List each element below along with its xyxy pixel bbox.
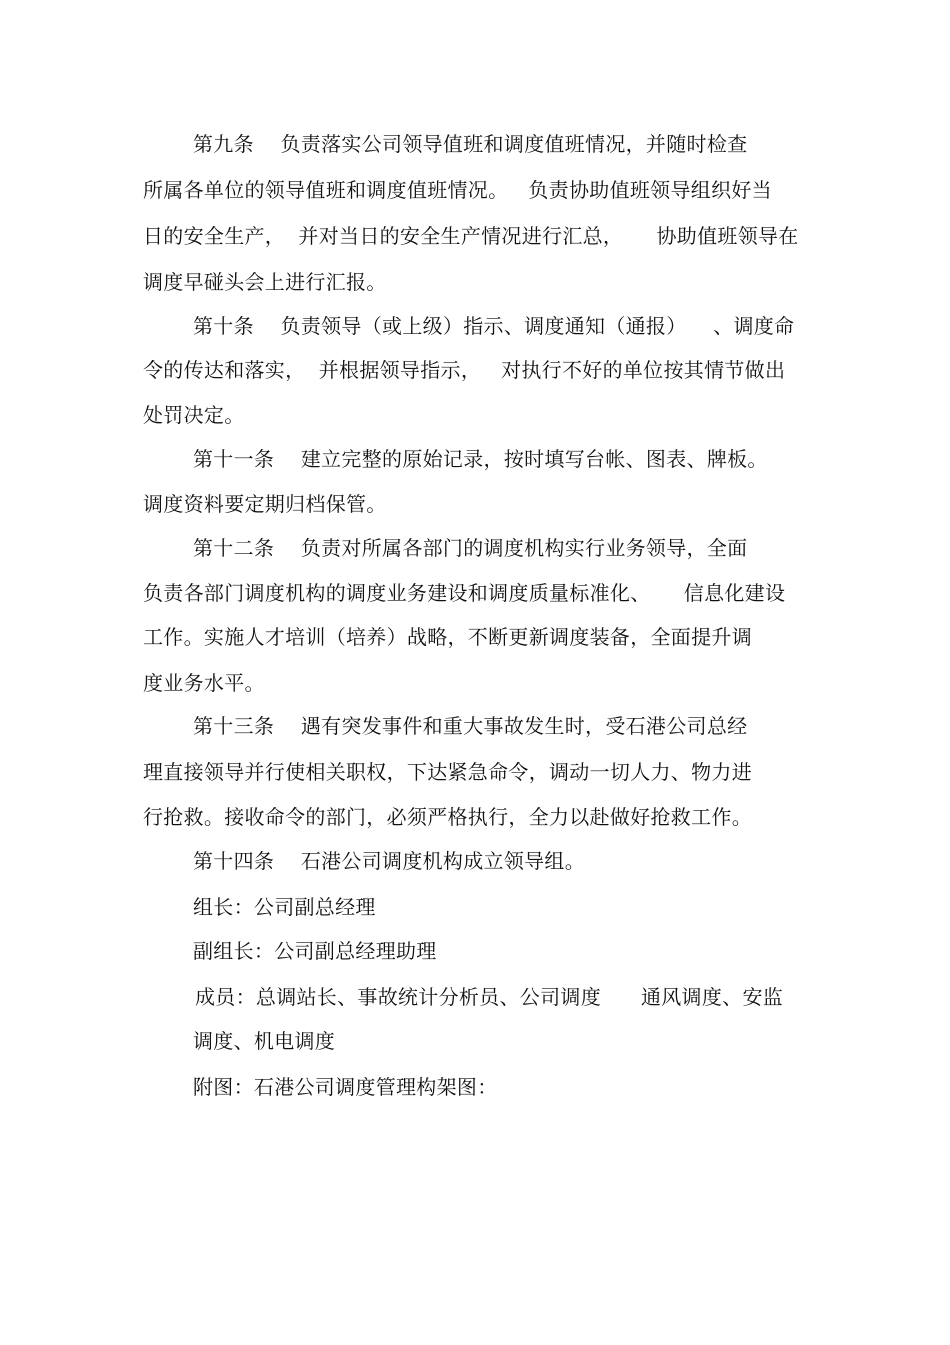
article-9-line-1: 第九条 负责落实公司领导值班和调度值班情况，并随时检查 (193, 132, 748, 156)
article-9-line-4: 调度早碰头会上进行汇报。 (143, 270, 387, 294)
article-12-line-4: 度业务水平。 (143, 671, 265, 695)
article-14-line-1: 第十四条 石港公司调度机构成立领导组。 (193, 849, 586, 873)
deputy-leader-line: 副组长：公司副总经理助理 (193, 939, 437, 963)
group-leader-line: 组长：公司副总经理 (193, 895, 376, 919)
article-9-line-3: 日的安全生产， 并对当日的安全生产情况进行汇总， 协助值班领导在 (143, 224, 799, 248)
article-12-line-1: 第十二条 负责对所属各部门的调度机构实行业务领导，全面 (193, 536, 748, 560)
article-13-line-1: 第十三条 遇有突发事件和重大事故发生时，受石港公司总经 (193, 714, 748, 738)
article-10-line-2: 令的传达和落实， 并根据领导指示， 对执行不好的单位按其情节做出 (143, 358, 786, 382)
members-line-1: 成员：总调站长、事故统计分析员、公司调度 通风调度、安监 (195, 985, 784, 1009)
article-9-line-2: 所属各单位的领导值班和调度值班情况。 负责协助值班领导组织好当 (143, 178, 772, 202)
article-13-line-2: 理直接领导并行使相关职权，下达紧急命令，调动一切人力、物力进 (143, 760, 752, 784)
article-11-line-2: 调度资料要定期归档保管。 (143, 492, 387, 516)
article-12-line-3: 工作。实施人才培训（培养）战略，不断更新调度装备，全面提升调 (143, 625, 752, 649)
attached-figure-caption: 附图：石港公司调度管理构架图： (193, 1075, 498, 1099)
article-10-line-1: 第十条 负责领导（或上级）指示、调度通知（通报） 、调度命 (193, 314, 795, 338)
article-11-line-1: 第十一条 建立完整的原始记录，按时填写台帐、图表、牌板。 (193, 447, 768, 471)
article-10-line-3: 处罚决定。 (143, 403, 245, 427)
article-13-line-3: 行抢救。接收命令的部门，必须严格执行，全力以赴做好抢救工作。 (143, 805, 752, 829)
members-line-2: 调度、机电调度 (193, 1029, 336, 1053)
article-12-line-2: 负责各部门调度机构的调度业务建设和调度质量标准化、 信息化建设 (143, 581, 786, 605)
